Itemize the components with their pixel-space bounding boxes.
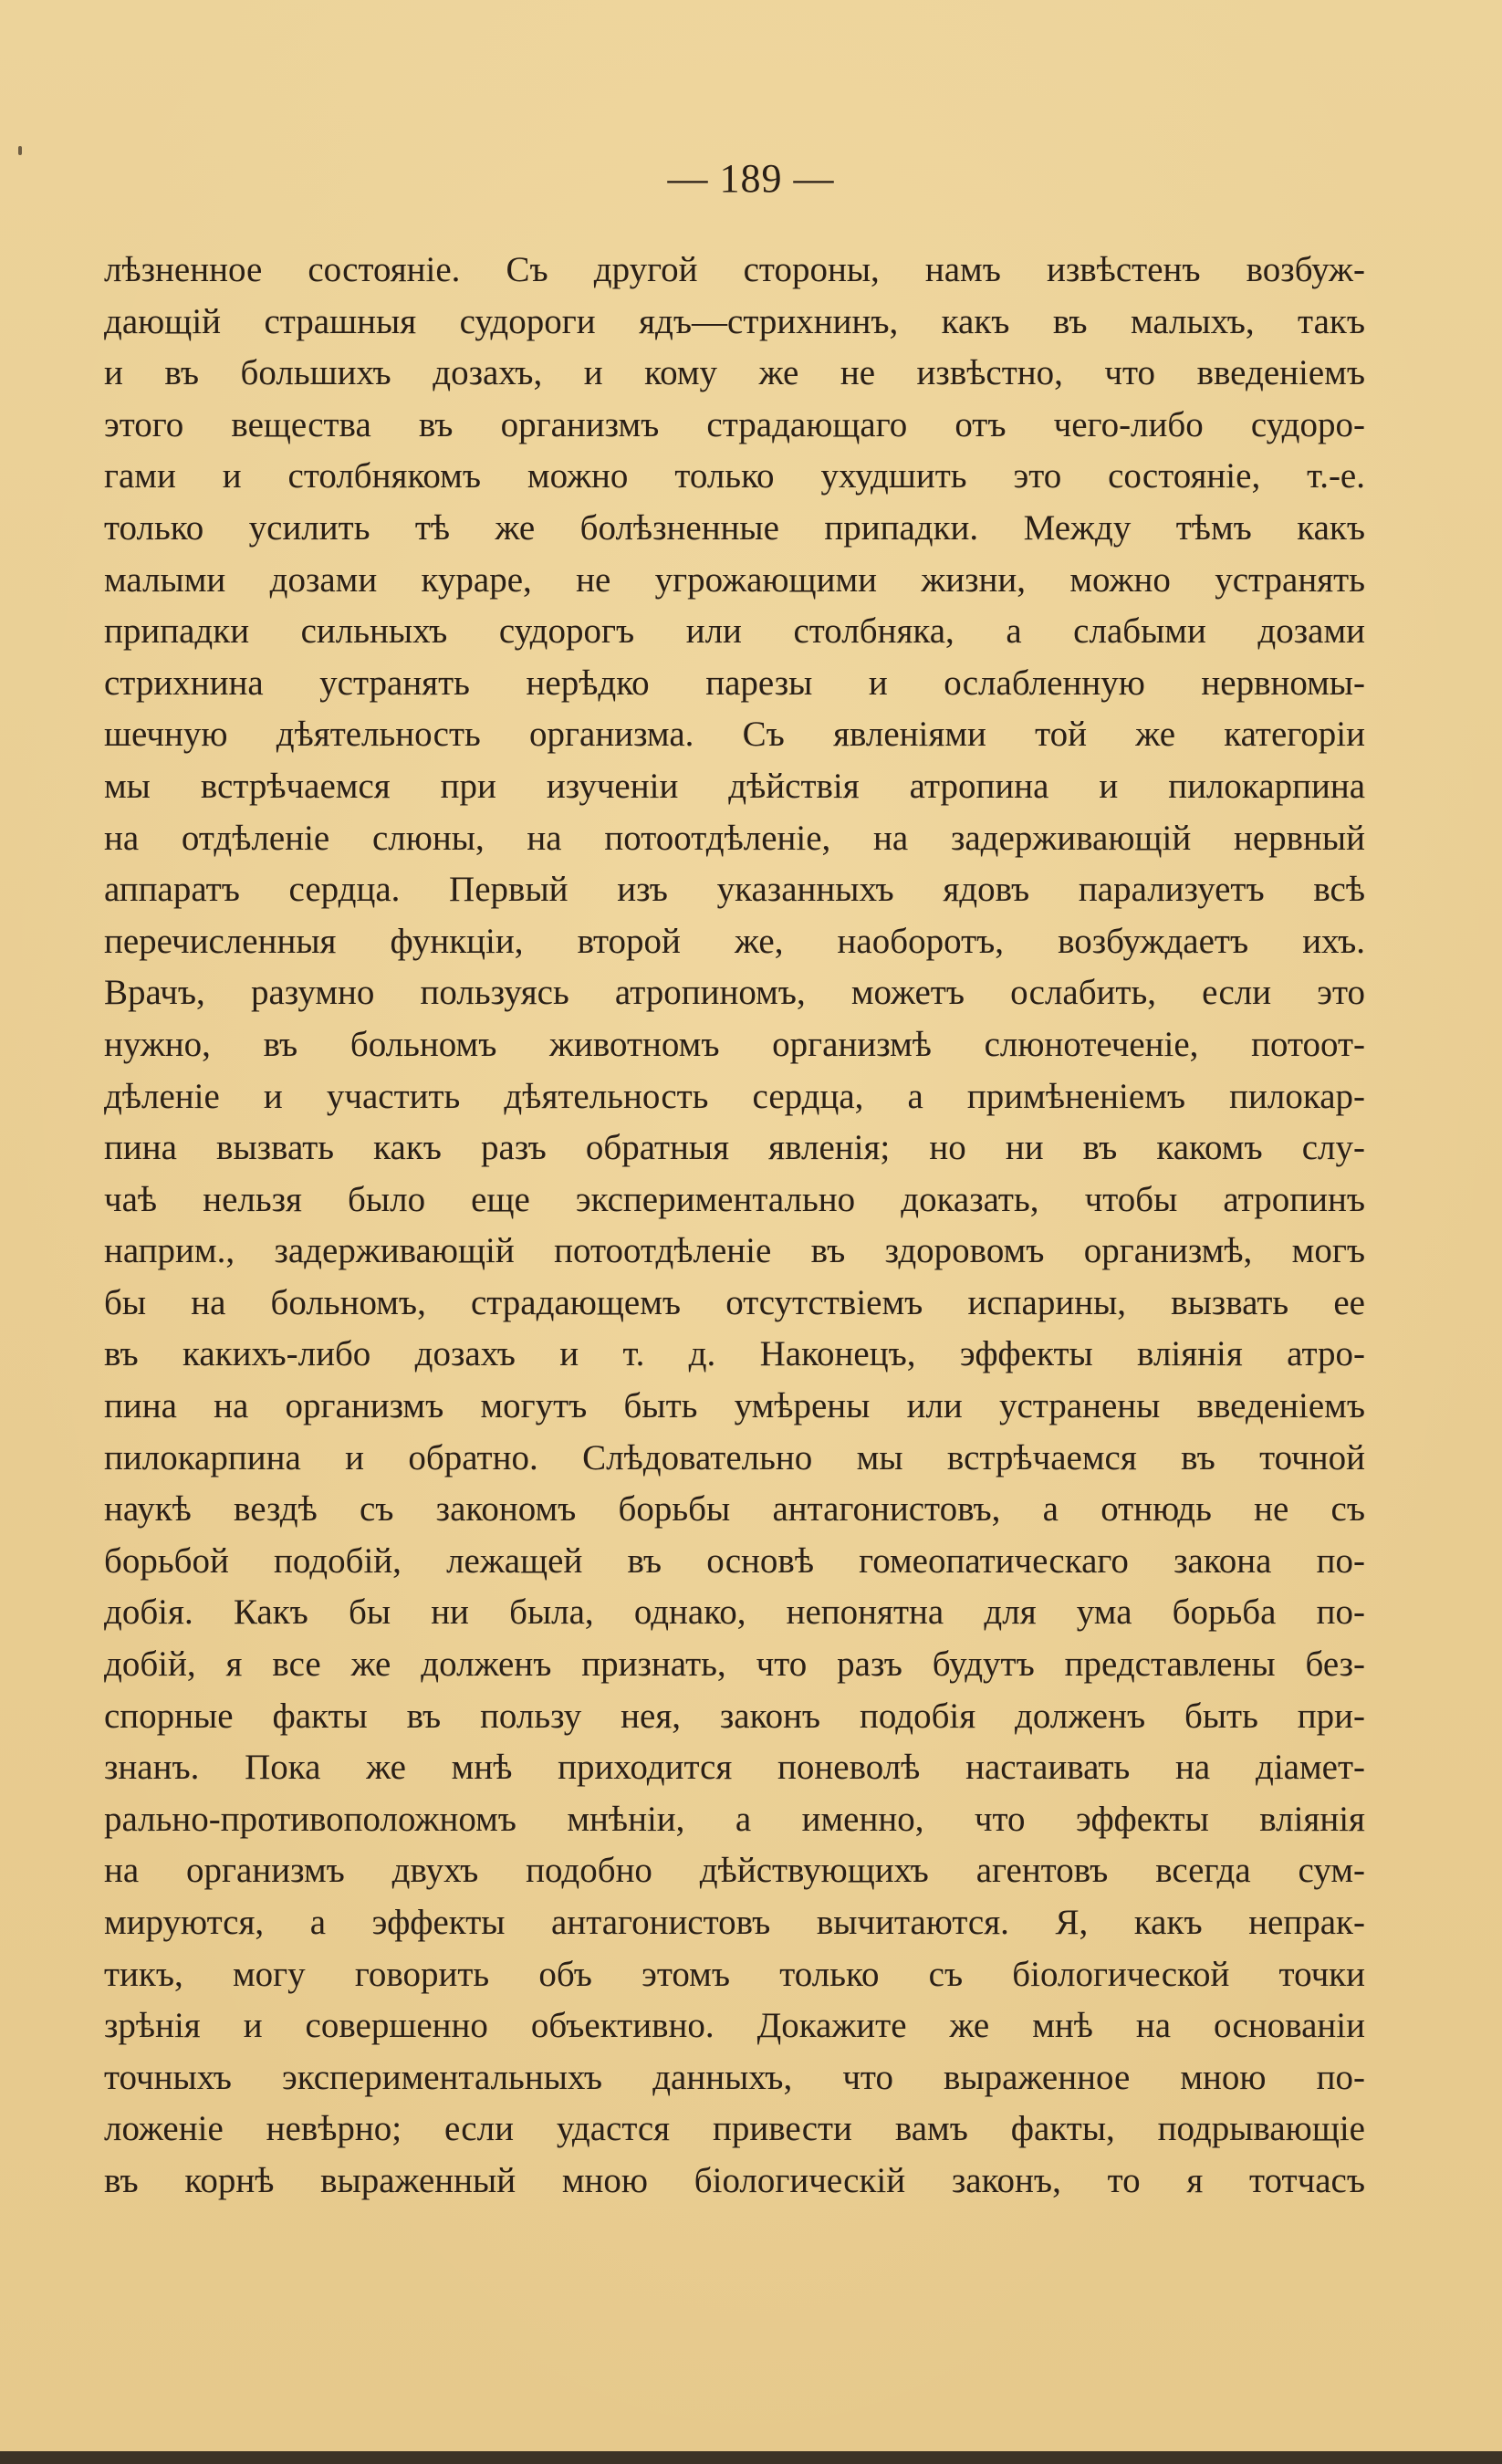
- text-line: борьбой подобій, лежащей въ основѣ гомеопатическаго закона по-: [104, 1540, 1365, 1581]
- text-line: знанъ. Пока же мнѣ приходится поневолѣ настаивать на діамет-: [104, 1748, 1365, 1788]
- text-line: добій, я все же долженъ признать, что разъ будутъ представлены без-: [104, 1644, 1365, 1685]
- text-line: гами и столбнякомъ можно только ухудшить это состояніе, т.-е.: [104, 456, 1365, 496]
- text-line: пилокарпина и обратно. Слѣдовательно мы встрѣчаемся въ точной: [104, 1437, 1365, 1477]
- text-line: пина вызвать какъ разъ обратныя явленія; но ни въ какомъ слу-: [104, 1128, 1365, 1168]
- text-line: на организмъ двухъ подобно дѣйствующихъ агентовъ всегда сум-: [104, 1851, 1365, 1891]
- text-line: этого вещества въ организмъ страдающаго отъ чего-либо судоро-: [104, 404, 1365, 444]
- text-line: мируются, а эффекты антагонистовъ вычитаются. Я, какъ непрак-: [104, 1903, 1365, 1942]
- text-line: малыми дозами кураре, не угрожающими жизни, можно устранять: [104, 559, 1365, 600]
- text-line: тикъ, могу говорить объ этомъ только съ біологической точки: [104, 1954, 1365, 1994]
- text-line: перечисленныя функціи, второй же, наоборотъ, возбуждаетъ ихъ.: [104, 921, 1365, 961]
- text-line: бы на больномъ, страдающемъ отсутствіемъ испарины, вызвать ее: [104, 1282, 1365, 1322]
- page-number: — 189 —: [667, 156, 835, 201]
- text-line: аппаратъ сердца. Первый изъ указанныхъ ядовъ парализуетъ всѣ: [104, 870, 1365, 910]
- text-line: лѣзненное состояніе. Съ другой стороны, намъ извѣстенъ возбуж-: [104, 250, 1365, 289]
- text-line: Врачъ, разумно пользуясь атропиномъ, можетъ ослабить, если это: [104, 973, 1365, 1013]
- text-line: ложеніе невѣрно; если удастся привести вамъ факты, подрывающіе: [104, 2109, 1365, 2149]
- text-line: чаѣ нельзя было еще экспериментально доказать, чтобы атропинъ: [104, 1179, 1365, 1219]
- text-line: наукѣ вездѣ съ закономъ борьбы антагонистовъ, а отнюдь не съ: [104, 1489, 1365, 1530]
- text-line: мы встрѣчаемся при изученіи дѣйствія атропина и пилокарпина: [104, 766, 1365, 806]
- text-line: въ корнѣ выраженный мною біологическій законъ, то я тотчасъ: [104, 2160, 1365, 2200]
- text-line: въ какихъ-либо дозахъ и т. д. Наконецъ, эффекты вліянія атро-: [104, 1334, 1365, 1374]
- text-line: припадки сильныхъ судорогъ или столбняка, а слабыми дозами: [104, 611, 1365, 652]
- text-line: на отдѣленіе слюны, на потоотдѣленіе, на задерживающій нервный: [104, 818, 1365, 858]
- text-line: только усилить тѣ же болѣзненные припадки. Между тѣмъ какъ: [104, 507, 1365, 548]
- text-line: дѣленіе и участить дѣятельность сердца, а примѣненіемъ пилокар-: [104, 1076, 1365, 1116]
- text-line: нужно, въ больномъ животномъ организмѣ слюнотеченіе, потоот-: [104, 1024, 1365, 1064]
- body-text: [104, 245, 1365, 2208]
- text-line: стрихнина устранять нерѣдко парезы и ослабленную нервномы-: [104, 663, 1365, 703]
- text-line: рально-противоположномъ мнѣніи, а именно, что эффекты вліянія: [104, 1799, 1365, 1839]
- text-line: пина на организмъ могутъ быть умѣрены или устранены введеніемъ: [104, 1386, 1365, 1426]
- text-line: зрѣнія и совершенно объективно. Докажите же мнѣ на основаніи: [104, 2006, 1365, 2046]
- text-line: шечную дѣятельность организма. Съ явленіями той же категоріи: [104, 715, 1365, 755]
- text-line: наприм., задерживающій потоотдѣленіе въ здоровомъ организмѣ, могъ: [104, 1231, 1365, 1271]
- text-line: спорные факты въ пользу нея, законъ подобія долженъ быть при-: [104, 1696, 1365, 1736]
- text-line: добія. Какъ бы ни была, однако, непонятна для ума борьба по-: [104, 1592, 1365, 1633]
- text-line: дающій страшныя судороги ядъ—стрихнинъ, какъ въ малыхъ, такъ: [104, 301, 1365, 341]
- text-line: и въ большихъ дозахъ, и кому же не извѣстно, что введеніемъ: [104, 353, 1365, 393]
- page-bottom-edge: [0, 2451, 1502, 2464]
- text-line: точныхъ экспериментальныхъ данныхъ, что выраженное мною по-: [104, 2057, 1365, 2097]
